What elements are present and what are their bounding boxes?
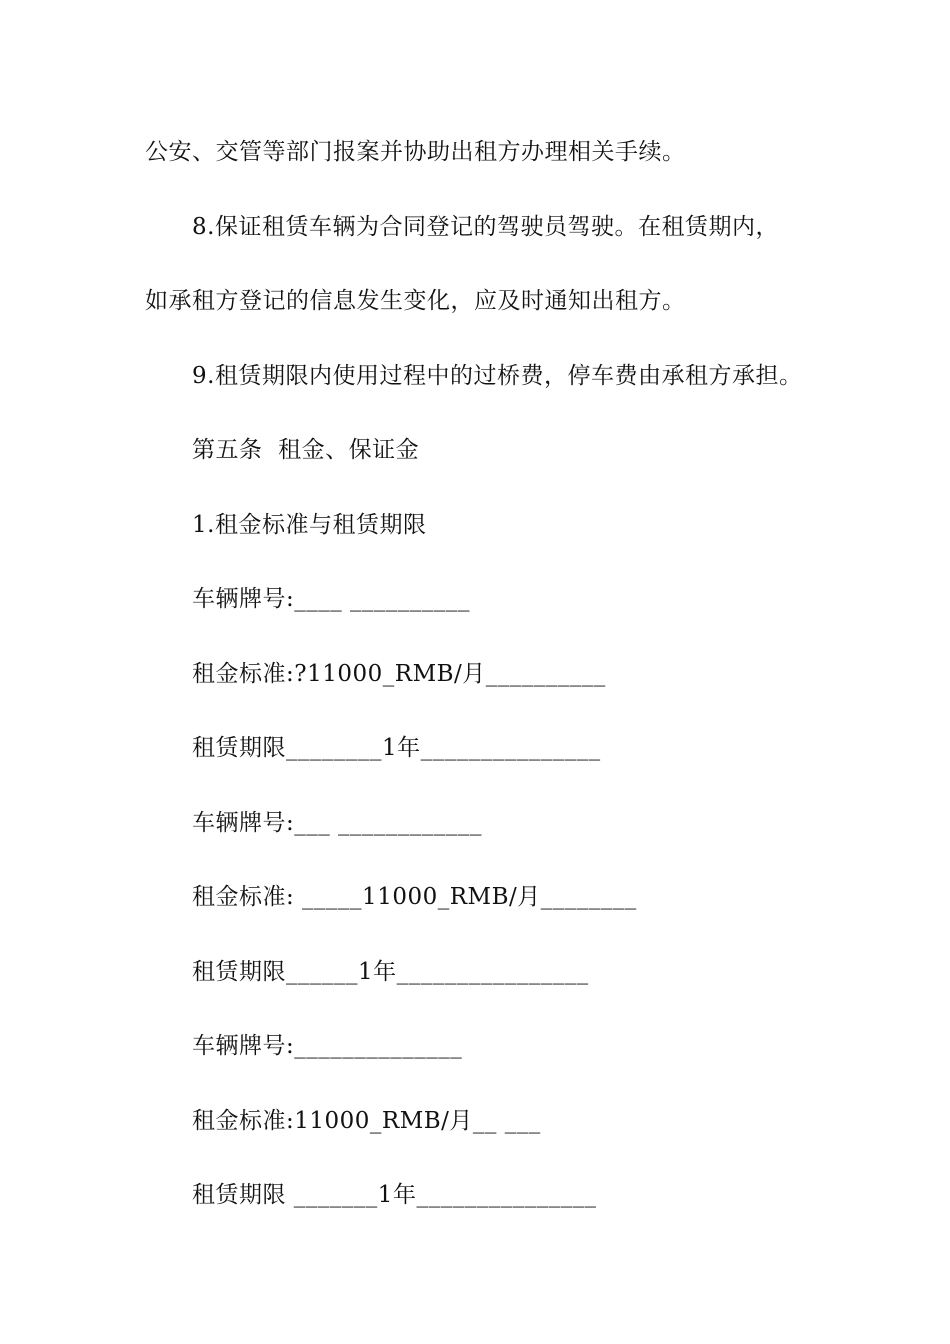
rent-standard-field: 租金标准:11000_RMB/月__ ___ bbox=[192, 1108, 541, 1134]
lease-term-field: 租赁期限 _______1年_______________ bbox=[192, 1182, 597, 1208]
section-heading: 第五条 租金、保证金 bbox=[192, 437, 420, 463]
lease-term-field: 租赁期限______1年________________ bbox=[192, 959, 589, 985]
paragraph-line: 如承租方登记的信息发生变化，应及时通知出租方。 bbox=[145, 288, 686, 314]
vehicle-plate-field: 车辆牌号:____ __________ bbox=[192, 586, 471, 612]
paragraph-line: 公安、交管等部门报案并协助出租方办理相关手续。 bbox=[145, 139, 686, 165]
vehicle-plate-field: 车辆牌号:___ ____________ bbox=[192, 810, 483, 836]
clause-9-line: 9.租赁期限内使用过程中的过桥费，停车费由承租方承担。 bbox=[192, 363, 803, 389]
subsection-heading: 1.租金标准与租赁期限 bbox=[192, 512, 427, 538]
rent-standard-field: 租金标准: _____11000_RMB/月________ bbox=[192, 884, 637, 910]
lease-term-field: 租赁期限________1年_______________ bbox=[192, 735, 601, 761]
clause-8-line: 8.保证租赁车辆为合同登记的驾驶员驾驶。在租赁期内， bbox=[192, 214, 779, 240]
vehicle-plate-field: 车辆牌号:______________ bbox=[192, 1033, 463, 1059]
rent-standard-field: 租金标准:?11000_RMB/月__________ bbox=[192, 661, 606, 687]
